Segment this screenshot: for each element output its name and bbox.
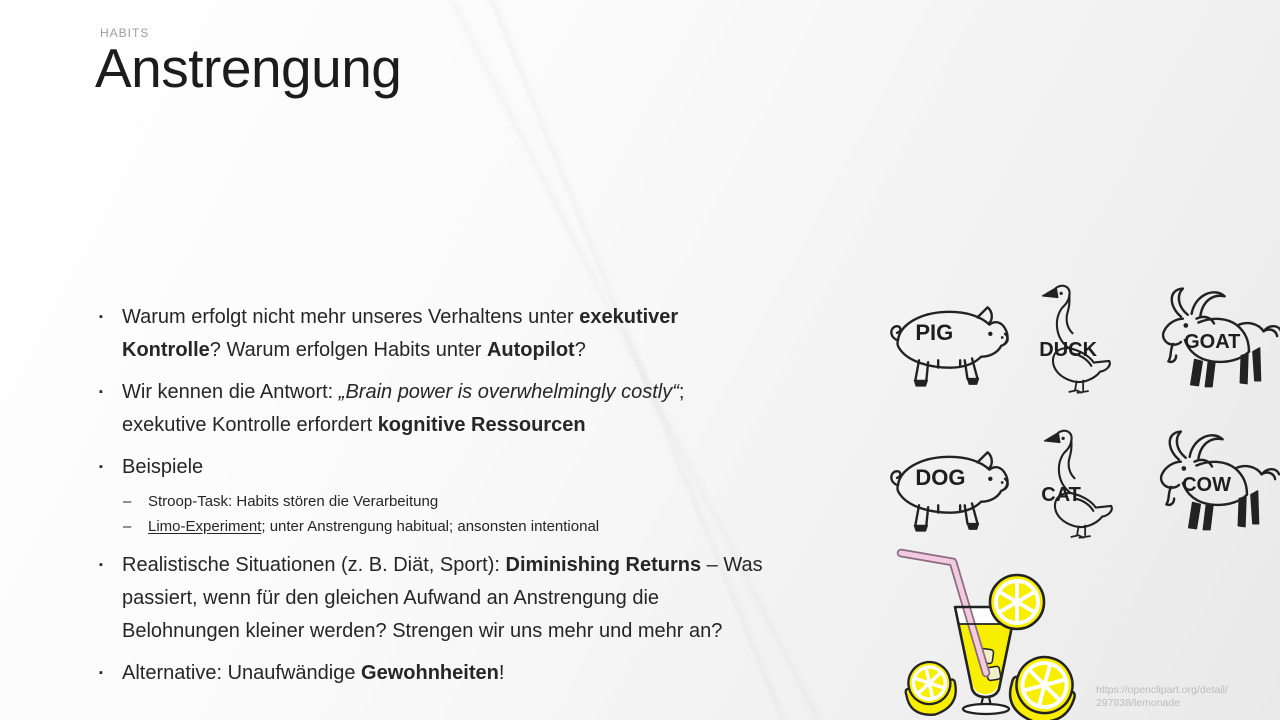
text-run: ? [574, 339, 586, 361]
bullet-marker-icon: ▪ [99, 667, 103, 679]
bold-run: Diminishing Returns [505, 554, 702, 576]
sub-bullet-text [148, 514, 599, 539]
bullet-marker-icon: ▪ [99, 311, 103, 323]
dash-marker-icon: – [123, 518, 132, 535]
text-run: Belohnungen kleiner werden? Strengen wir uns mehr und mehr an? [122, 620, 723, 642]
text-run: Wir kennen die Antwort: [122, 381, 339, 403]
sub-bullet-item [123, 514, 809, 539]
italic-quote-run: „Brain power is overwhelmingly costly“ [338, 381, 679, 403]
animal-word-label: DOG [915, 465, 966, 491]
lemonade-illustration [883, 545, 1095, 720]
sub-bullet-text: Stroop-Task: Habits stören die Verarbeitung [148, 493, 439, 510]
bullet-text [122, 451, 203, 484]
lemonade-glass-icon [883, 545, 1095, 720]
bold-run: Gewohnheiten [361, 662, 499, 684]
bullet-item [99, 301, 809, 367]
animal-word-label: GOAT [1184, 331, 1241, 354]
bullet-item [99, 549, 809, 648]
text-run: – Was [701, 554, 763, 576]
stroop-goat-labeled-goat [1146, 281, 1280, 401]
page-title: Anstrengung [95, 37, 402, 99]
bullet-text [122, 657, 504, 690]
bold-run: exekutiver [579, 306, 679, 328]
animal-word-label: CAT [1041, 484, 1081, 506]
dash-marker-icon: – [123, 493, 132, 510]
bullet-marker-icon: ▪ [99, 386, 103, 398]
animal-word-label: COW [1182, 474, 1231, 497]
pig-line-art-icon [885, 445, 1017, 541]
bullet-text [122, 301, 678, 367]
stroop-goat-labeled-cow [1144, 424, 1280, 544]
bullet-marker-icon: ▪ [99, 461, 103, 473]
sub-bullet-list [123, 489, 809, 539]
stroop-goose-labeled-duck [1028, 282, 1122, 396]
sub-bullet-item [123, 489, 809, 514]
bullet-item [99, 451, 809, 484]
bullet-item [99, 376, 809, 442]
text-run: Realistische Situationen (z. B. Diät, Sport): [122, 554, 506, 576]
text-run: ! [498, 662, 505, 684]
stroop-pig-labeled-pig [885, 300, 1017, 396]
text-run: exekutive Kontrolle erfordert [122, 414, 378, 436]
animal-word-label: DUCK [1039, 339, 1098, 361]
text-run: Warum erfolgt nicht mehr unseres Verhaltens unter [122, 306, 580, 328]
text-run: Alternative: Unaufwändige [122, 662, 362, 684]
bullet-list [99, 301, 809, 699]
slide-eyebrow: HABITS [100, 26, 150, 40]
bullet-text [122, 549, 763, 648]
bold-run: kognitive Ressourcen [377, 414, 586, 436]
credit-line: https://openclipart.org/detail/ [1096, 684, 1228, 696]
bold-run: Kontrolle [122, 339, 210, 361]
stroop-pig-labeled-dog [885, 445, 1017, 541]
text-run: ; unter Anstrengung habitual; ansonsten intentional [261, 518, 600, 535]
underlined-run: Limo-Experiment [148, 518, 262, 535]
bullet-item [99, 657, 809, 690]
stroop-goose-labeled-cat [1030, 427, 1124, 541]
text-run: ? Warum erfolgen Habits unter [209, 339, 487, 361]
bold-run: Autopilot [486, 339, 575, 361]
bullet-marker-icon: ▪ [99, 559, 103, 571]
pig-line-art-icon [885, 300, 1017, 396]
text-run: ; [678, 381, 685, 403]
bullet-text [122, 376, 684, 442]
animal-word-label: PIG [915, 320, 954, 346]
image-credit [1096, 684, 1228, 710]
text-run: passiert, wenn für den gleichen Aufwand an Anstrengung die [122, 587, 660, 609]
text-run: Beispiele [122, 456, 204, 478]
credit-line: 297838/lemonade [1096, 697, 1181, 709]
